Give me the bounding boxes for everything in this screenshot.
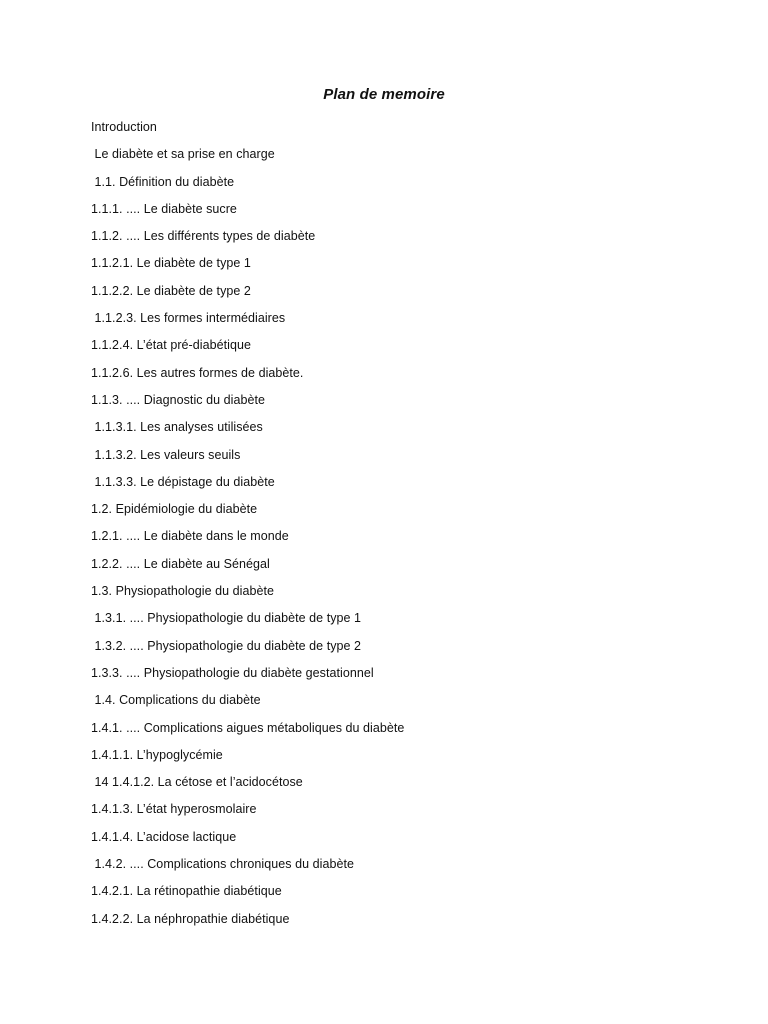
outline-item: 1.2.2. .... Le diabète au Sénégal <box>91 556 270 571</box>
outline-list <box>91 119 404 938</box>
outline-item: 1.4. Complications du diabète <box>91 693 261 708</box>
page-title: Plan de memoire <box>323 86 445 103</box>
outline-item: 1.4.2. .... Complications chroniques du diabète <box>91 857 354 872</box>
outline-item: 1.4.2.1. La rétinopathie diabétique <box>91 884 282 899</box>
outline-item: 1.2. Epidémiologie du diabète <box>91 502 258 517</box>
outline-item: 1.1.1. .... Le diabète sucre <box>91 201 237 216</box>
outline-item: 1.4.2.2. La néphropathie diabétique <box>91 911 290 926</box>
outline-item: 1.3.3. .... Physiopathologie du diabète gestationnel <box>91 665 374 680</box>
outline-item: 1.1.2.2. Le diabète de type 2 <box>91 283 251 298</box>
outline-item: 14 1.4.1.2. La cétose et l’acidocétose <box>91 775 303 790</box>
outline-item: 1.3.1. .... Physiopathologie du diabète de type 1 <box>91 611 362 626</box>
outline-item: 1.1.2.6. Les autres formes de diabète. <box>91 365 304 380</box>
outline-item: Le diabète et sa prise en charge <box>91 147 275 162</box>
outline-item: 1.4.1.4. L’acidose lactique <box>91 829 237 844</box>
outline-item: 1.3. Physiopathologie du diabète <box>91 584 274 599</box>
outline-item: 1.4.1.3. L’état hyperosmolaire <box>91 802 257 817</box>
outline-item: 1.3.2. .... Physiopathologie du diabète de type 2 <box>91 638 362 653</box>
outline-item: 1.1.2.4. L’état pré-diabétique <box>91 338 251 353</box>
outline-item: 1.1. Définition du diabète <box>91 174 235 189</box>
outline-item: 1.1.3.2. Les valeurs seuils <box>91 447 241 462</box>
outline-item: 1.1.3.1. Les analyses utilisées <box>91 420 263 435</box>
outline-item: Introduction <box>91 120 157 134</box>
outline-item: 1.1.2. .... Les différents types de diabète <box>91 229 316 244</box>
outline-item: 1.4.1.1. L’hypoglycémie <box>91 747 223 762</box>
outline-item: 1.1.2.3. Les formes intermédiaires <box>91 311 286 326</box>
outline-item: 1.1.3. .... Diagnostic du diabète <box>91 392 265 407</box>
outline-item: 1.1.2.1. Le diabète de type 1 <box>91 256 251 271</box>
outline-item: 1.2.1. .... Le diabète dans le monde <box>91 529 289 544</box>
outline-item: 1.1.3.3. Le dépistage du diabète <box>91 474 275 489</box>
outline-item: 1.4.1. .... Complications aigues métaboliques du diabète <box>91 720 405 735</box>
